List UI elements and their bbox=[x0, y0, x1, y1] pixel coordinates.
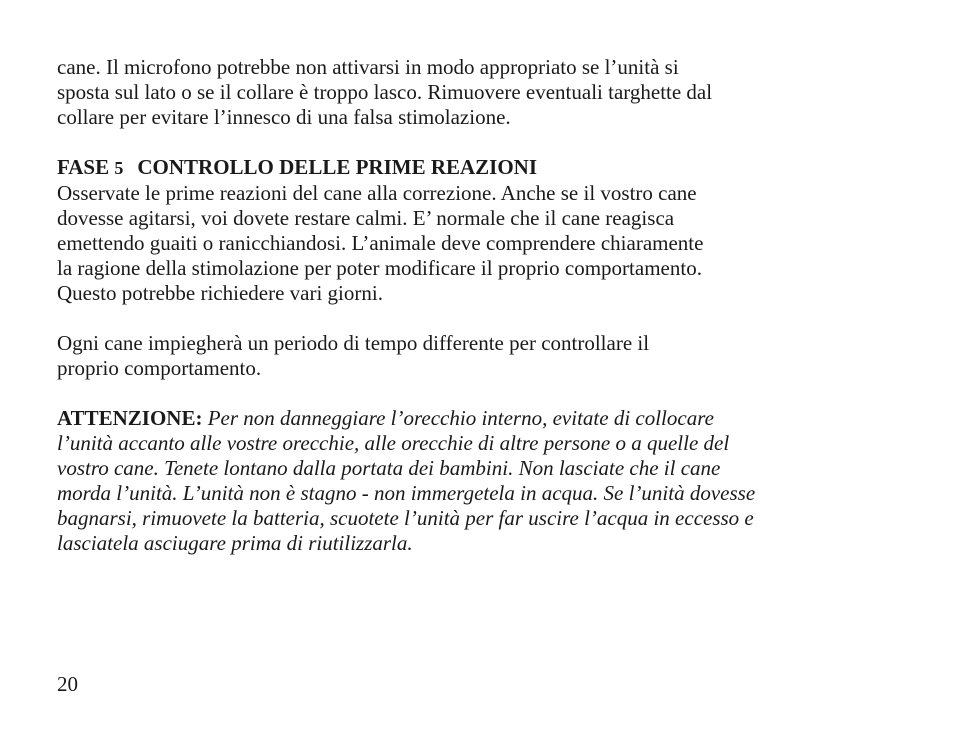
text-line: dovesse agitarsi, voi dovete restare calmi. E’ normale che il cane reagisca bbox=[57, 206, 675, 230]
text-line: Ogni cane impiegherà un periodo di tempo differente per controllare il bbox=[57, 331, 650, 355]
text-line: collare per evitare l’innesco di una falsa stimolazione. bbox=[57, 105, 511, 129]
warning-text: Per non danneggiare l’orecchio interno, evitate di collocare bbox=[207, 406, 714, 430]
text-line: emettendo guaiti o ranicchiandosi. L’animale deve comprendere chiaramente bbox=[57, 231, 704, 255]
warning-first-line bbox=[57, 406, 917, 431]
step-5-heading bbox=[57, 155, 917, 181]
manual-page-body bbox=[57, 55, 917, 581]
step-label: FASE bbox=[57, 155, 110, 179]
text-line: l’unità accanto alle vostre orecchie, alle orecchie di altre persone o a quelle del bbox=[57, 431, 730, 455]
intro-paragraph bbox=[57, 55, 917, 130]
text-line: Questo potrebbe richiedere vari giorni. bbox=[57, 281, 383, 305]
text-line: cane. Il microfono potrebbe non attivarsi in modo appropriato se l’unità si bbox=[57, 55, 679, 79]
text-line: bagnarsi, rimuovete la batteria, scuotete l’unità per far uscire l’acqua in eccesso e bbox=[57, 506, 754, 530]
warning-paragraph bbox=[57, 406, 917, 556]
note-paragraph bbox=[57, 331, 917, 381]
step-5-section bbox=[57, 155, 917, 306]
text-line: vostro cane. Tenete lontano dalla portata dei bambini. Non lasciate che il cane bbox=[57, 456, 721, 480]
text-line: sposta sul lato o se il collare è troppo lasco. Rimuovere eventuali targhette dal bbox=[57, 80, 713, 104]
page-number: 20 bbox=[57, 672, 78, 696]
text-line: morda l’unità. L’unità non è stagno - non immergetela in acqua. Se l’unità dovesse bbox=[57, 481, 756, 505]
step-title: CONTROLLO DELLE PRIME REAZIONI bbox=[137, 155, 538, 179]
text-line: lasciatela asciugare prima di riutilizzarla. bbox=[57, 531, 413, 555]
warning-label: ATTENZIONE: bbox=[57, 406, 203, 430]
step-number: 5 bbox=[114, 158, 124, 178]
text-line: proprio comportamento. bbox=[57, 356, 262, 380]
text-line: Osservate le prime reazioni del cane alla correzione. Anche se il vostro cane bbox=[57, 181, 697, 205]
text-line: la ragione della stimolazione per poter modificare il proprio comportamento. bbox=[57, 256, 702, 280]
